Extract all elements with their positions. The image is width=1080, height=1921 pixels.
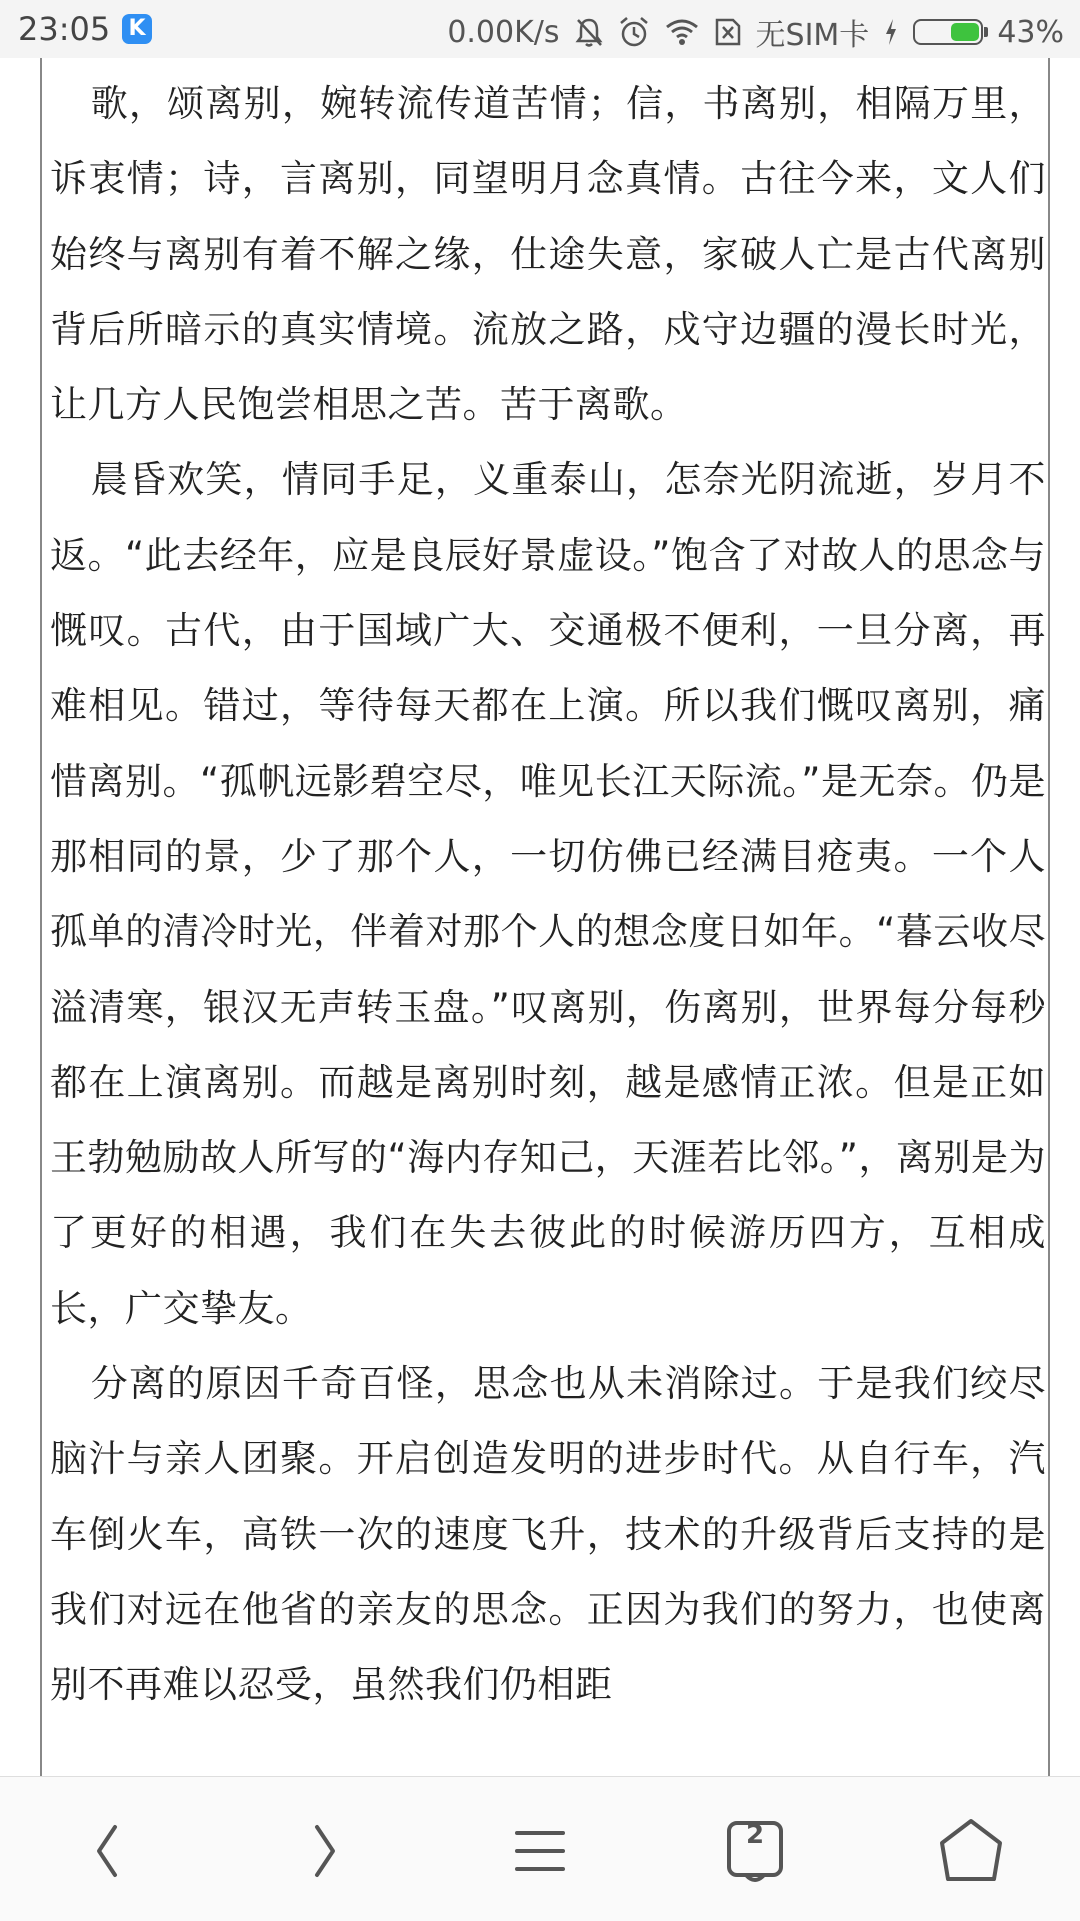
article-body (42, 58, 1048, 1723)
battery-icon (913, 19, 983, 45)
status-time: 23:05 (18, 10, 111, 48)
charging-icon (883, 17, 899, 47)
paragraph: 歌，颂离别，婉转流传道苦情；信，书离别，相隔万里，诉衷情；诗，言离别，同望明月念真情。古往今来，文人们始终与离别有着不解之缘，仕途失意，家破人亡是古代离别背后所暗示的真实情境。流放之路，戍守边疆的漫长时光，让几方人民饱尝相思之苦。苦于离歌。 (50, 82, 1046, 427)
paragraph: 分离的原因千奇百怪，思念也从未消除过。于是我们绞尽脑汁与亲人团聚。开启创造发明的进步时代。从自行车，汽车倒火车，高铁一次的速度飞升，技术的升级背后支持的是我们对远在他省的亲友的思念。正因为我们的努力，也使离别不再难以忍受，虽然我们仍相距 (50, 1362, 1046, 1707)
bottom-navigation-bar (0, 1776, 1080, 1921)
wifi-icon (664, 17, 700, 47)
forward-button[interactable] (279, 1805, 369, 1895)
back-button[interactable] (63, 1805, 153, 1895)
home-icon (926, 1805, 1016, 1895)
article-viewport[interactable] (40, 58, 1050, 1776)
paragraph: 晨昏欢笑，情同手足，义重泰山，怎奈光阴流逝，岁月不返。“此去经年，应是良辰好景虚设。”饱含了对故人的思念与慨叹。古代，由于国域广大、交通极不便利，一旦分离，再难相见。错过，等待每天都在上演。所以我们慨叹离别，痛惜离别。“孤帆远影碧空尽，唯见长江天际流。”是无奈。仍是那相同的景，少了那个人，一切仿佛已经满目疮夷。一个人孤单的清冷时光，伴着对那个人的想念度日如年。“暮云收尽溢清寒，银汉无声转玉盘。”叹离别，伤离别，世界每分每秒都在上演离别。而越是离别时刻，越是感情正浓。但是正如王勃勉励故人所写的“海内存知己，天涯若比邻。”，离别是为了更好的相遇，我们在失去彼此的时候游历四方，互相成长，广交挚友。 (50, 458, 1046, 1330)
status-bar (0, 0, 1080, 58)
mute-bell-icon (574, 16, 604, 48)
tab-count: 2 (745, 1820, 765, 1850)
forward-icon (279, 1805, 369, 1895)
app-k-icon: K (122, 14, 152, 44)
battery-percent: 43% (997, 14, 1064, 50)
home-button[interactable] (926, 1805, 1016, 1895)
back-icon (63, 1805, 153, 1895)
sim-status: 无SIM卡 (755, 18, 870, 53)
net-speed: 0.00K/s (447, 14, 560, 50)
no-sim-icon (714, 17, 742, 47)
battery-level-fill (951, 23, 979, 41)
tabs-icon (710, 1805, 800, 1895)
tabs-button[interactable] (710, 1805, 800, 1895)
alarm-icon (618, 16, 650, 48)
menu-icon (495, 1805, 585, 1895)
status-right-group (447, 10, 1064, 54)
menu-button[interactable] (495, 1805, 585, 1895)
